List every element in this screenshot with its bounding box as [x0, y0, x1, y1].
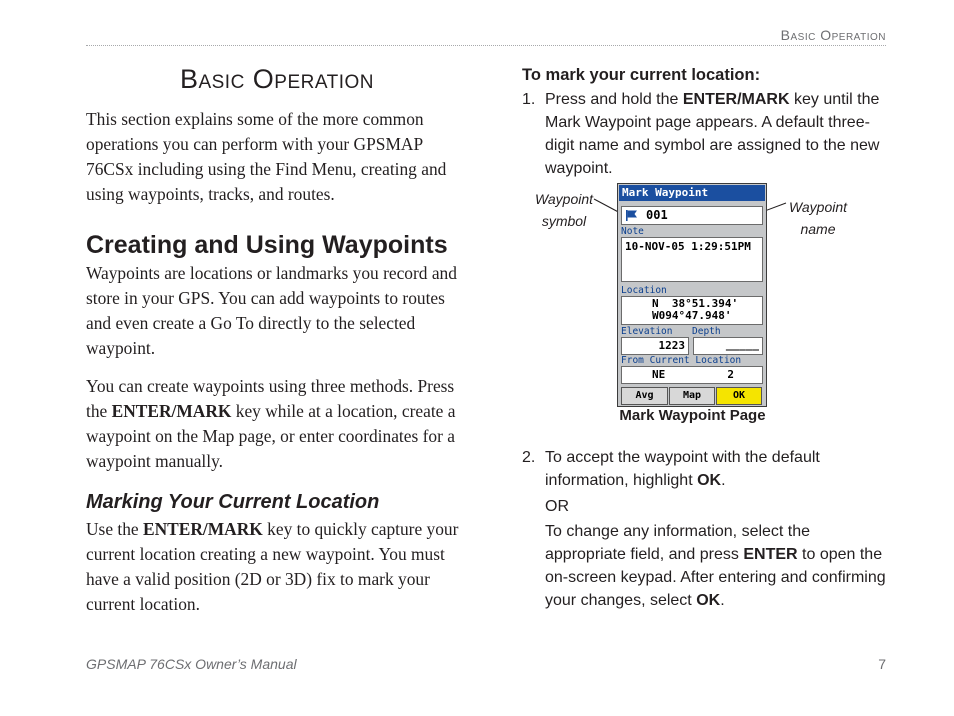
depth-value: _____: [725, 338, 759, 351]
annotation-symbol-line2: symbol: [541, 213, 587, 229]
note-field[interactable]: [621, 237, 763, 282]
from-distance: 2: [727, 368, 734, 381]
marking-text-2: key to quickly capture your current location creating a new waypoint. You must have a valid position (2D or 3D) fix to mark your current location.: [86, 519, 459, 614]
waypoint-name: 001: [646, 208, 668, 222]
heading-to-mark: To mark your current location:: [522, 66, 761, 84]
footer-manual-title: GPSMAP 76CSx Owner’s Manual: [86, 656, 297, 672]
note-value: 10-NOV-05 1:29:51PM: [625, 240, 751, 253]
enter-key: ENTER: [743, 546, 798, 563]
from-direction: NE: [652, 368, 666, 381]
flag-icon: [625, 209, 639, 222]
annotation-symbol-line1: Waypoint: [534, 191, 594, 207]
running-head: Basic Operation: [780, 27, 886, 43]
from-location-field[interactable]: [621, 366, 763, 384]
step2-text-b: .: [721, 472, 726, 489]
key-enter-mark: ENTER/MARK: [111, 401, 232, 421]
step-number: 2.: [522, 449, 536, 466]
step2c-text-b: to open the on-screen keypad. After entering and confirming your changes, select: [545, 546, 886, 609]
ok-keyword: OK: [697, 472, 722, 489]
elevation-value: 1223: [658, 339, 685, 352]
heading-marking-location: Marking Your Current Location: [86, 491, 380, 513]
methods-text-1: You can create waypoints using three methods. Press the: [86, 376, 455, 421]
step1-text-b: key until the Mark Waypoint page appears. A default three-digit name and symbol are assigned to the new waypoint.: [545, 91, 880, 177]
step1-text-a: Press and hold the: [545, 91, 683, 108]
from-location-label: From Current Location: [621, 355, 742, 366]
step-number: 1.: [522, 91, 536, 108]
key-enter-mark: ENTER/MARK: [682, 91, 790, 108]
note-label: Note: [621, 226, 644, 237]
annotation-name-line1: Waypoint: [788, 199, 848, 215]
step-2-alternative: [545, 520, 895, 612]
annotation-waypoint-name: [782, 196, 854, 240]
methods-paragraph: [86, 374, 472, 474]
section-title: Basic Operation: [179, 64, 375, 94]
map-button[interactable]: Map: [669, 387, 715, 405]
step2-text-a: To accept the waypoint with the default information, highlight: [545, 449, 820, 489]
location-label: Location: [621, 285, 667, 296]
step2c-text-a: To change any information, select the appropriate field, and press: [545, 523, 811, 563]
annotation-name-line2: name: [800, 221, 836, 237]
waypoint-name-field[interactable]: [621, 206, 763, 225]
heading-creating-waypoints: Creating and Using Waypoints: [86, 231, 448, 259]
elevation-label: Elevation: [621, 326, 673, 337]
step-1: [522, 88, 892, 180]
location-field[interactable]: [621, 296, 763, 325]
ok-keyword: OK: [696, 592, 721, 609]
location-latitude: N 38°51.394': [652, 297, 739, 310]
ok-button[interactable]: OK: [716, 387, 762, 405]
depth-field[interactable]: [693, 337, 763, 355]
or-separator: OR: [545, 498, 569, 515]
step-text: [545, 446, 892, 492]
step2c-text-c: .: [720, 592, 725, 609]
location-longitude: W094°47.948': [652, 309, 732, 322]
step-text: [545, 88, 892, 180]
methods-text-2: key while at a location, create a waypoint on the Map page, or enter coordinates for a waypoint manually.: [86, 401, 456, 471]
elevation-field[interactable]: [621, 337, 689, 355]
waypoints-paragraph: Waypoints are locations or landmarks you record and store in your GPS. You can add waypoints to routes and even create a Go To directly to the selected waypoint.: [86, 263, 457, 358]
key-enter-mark: ENTER/MARK: [143, 519, 263, 539]
depth-label: Depth: [692, 326, 721, 337]
header-rule: [86, 45, 886, 46]
marking-paragraph: [86, 517, 472, 617]
mark-waypoint-screen: [617, 183, 767, 407]
screen-title-bar: Mark Waypoint: [619, 185, 765, 201]
page-number: 7: [878, 656, 886, 672]
avg-button[interactable]: Avg: [621, 387, 668, 405]
intro-paragraph: This section explains some of the more common operations you can perform with your GPSMAP 76CSx including using the Find Menu, creating and using waypoints, tracks, and routes.: [86, 109, 447, 204]
marking-text-1: Use the: [86, 519, 143, 539]
step-2: [522, 446, 892, 492]
figure-caption: Mark Waypoint Page: [619, 407, 766, 424]
